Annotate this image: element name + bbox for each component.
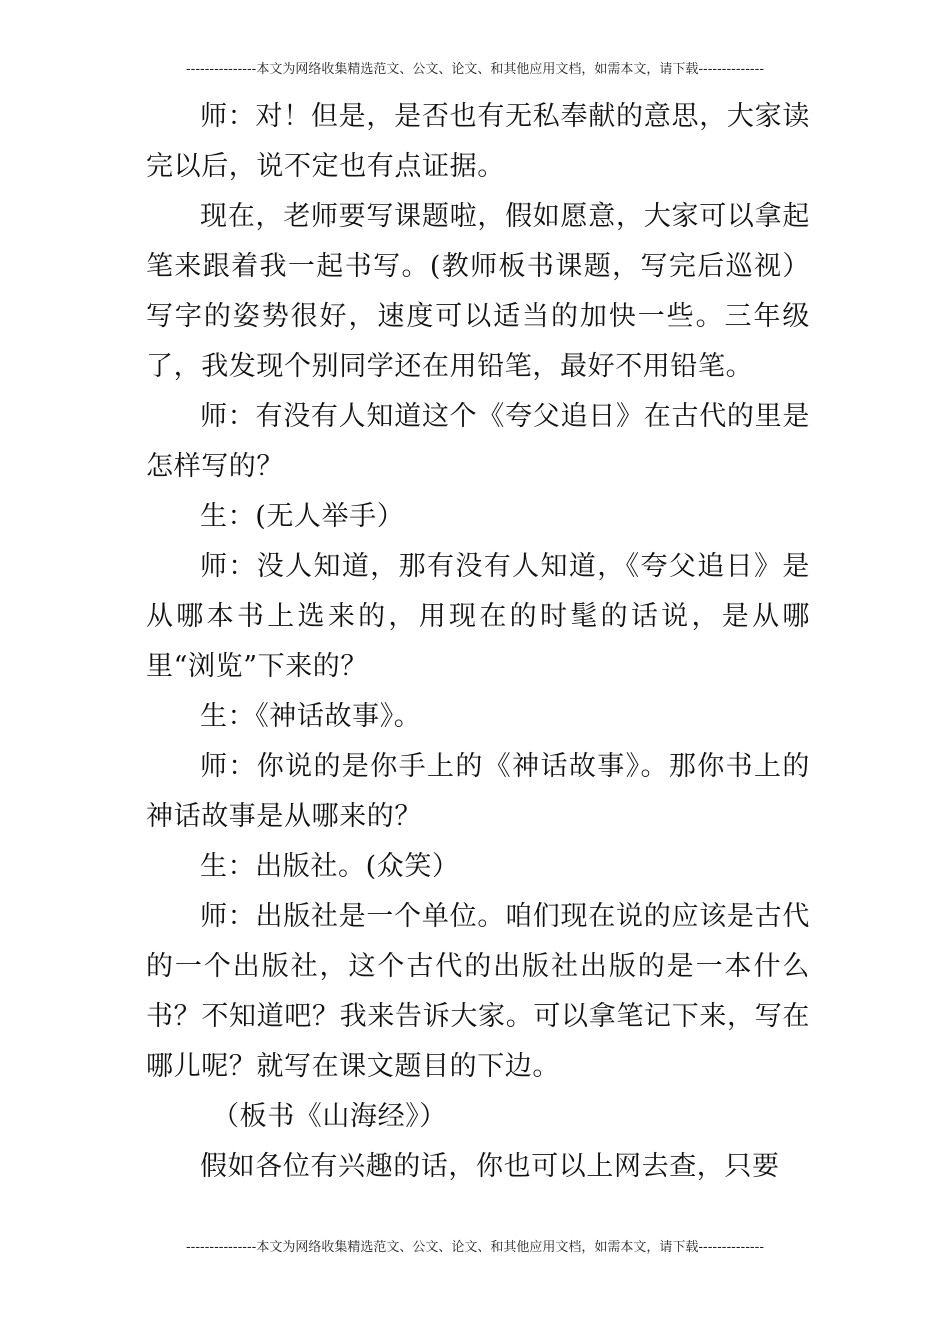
paragraph: 师：你说的是你手上的《神话故事》。那你书上的神话故事是从哪来的？ — [146, 751, 810, 832]
page-header: ---------------本文为网络收集精选范文、公文、论文、和其他应用文档，如需本文，请下载-------------- — [185, 62, 765, 77]
paragraph: 生：(无人举手） — [200, 501, 405, 532]
paragraph: 生：《神话故事》。 — [200, 701, 422, 732]
document-body — [146, 92, 810, 1192]
paragraph: 师：对！但是，是否也有无私奉献的意思，大家读完以后，说不定也有点证据。 — [146, 101, 810, 182]
paragraph: 生：出版社。(众笑） — [200, 851, 460, 882]
page-footer: ---------------本文为网络收集精选范文、公文、论文、和其他应用文档，如需本文，请下载-------------- — [185, 1240, 765, 1255]
paragraph: （板书《山海经》） — [212, 1101, 447, 1132]
paragraph: 师：有没有人知道这个《夸父追日》在古代的里是怎样写的？ — [146, 401, 810, 482]
paragraph: 师：出版社是一个单位。咱们现在说的应该是古代的一个出版社，这个古代的出版社出版的是一本什么书？不知道吧？我来告诉大家。可以拿笔记下来，写在哪儿呢？就写在课文题目的下边。 — [146, 901, 810, 1082]
paragraph: 师：没人知道，那有没有人知道，《夸父追日》是从哪本书上选来的，用现在的时髦的话说，是从哪里“浏览”下来的？ — [146, 551, 810, 682]
paragraph: 假如各位有兴趣的话，你也可以上网去查，只要 — [200, 1151, 780, 1182]
paragraph: 现在，老师要写课题啦，假如愿意，大家可以拿起笔来跟着我一起书写。(教师板书课题，写完后巡视）写字的姿势很好，速度可以适当的加快一些。三年级了，我发现个别同学还在用铅笔，最好不用铅笔。 — [146, 201, 810, 382]
